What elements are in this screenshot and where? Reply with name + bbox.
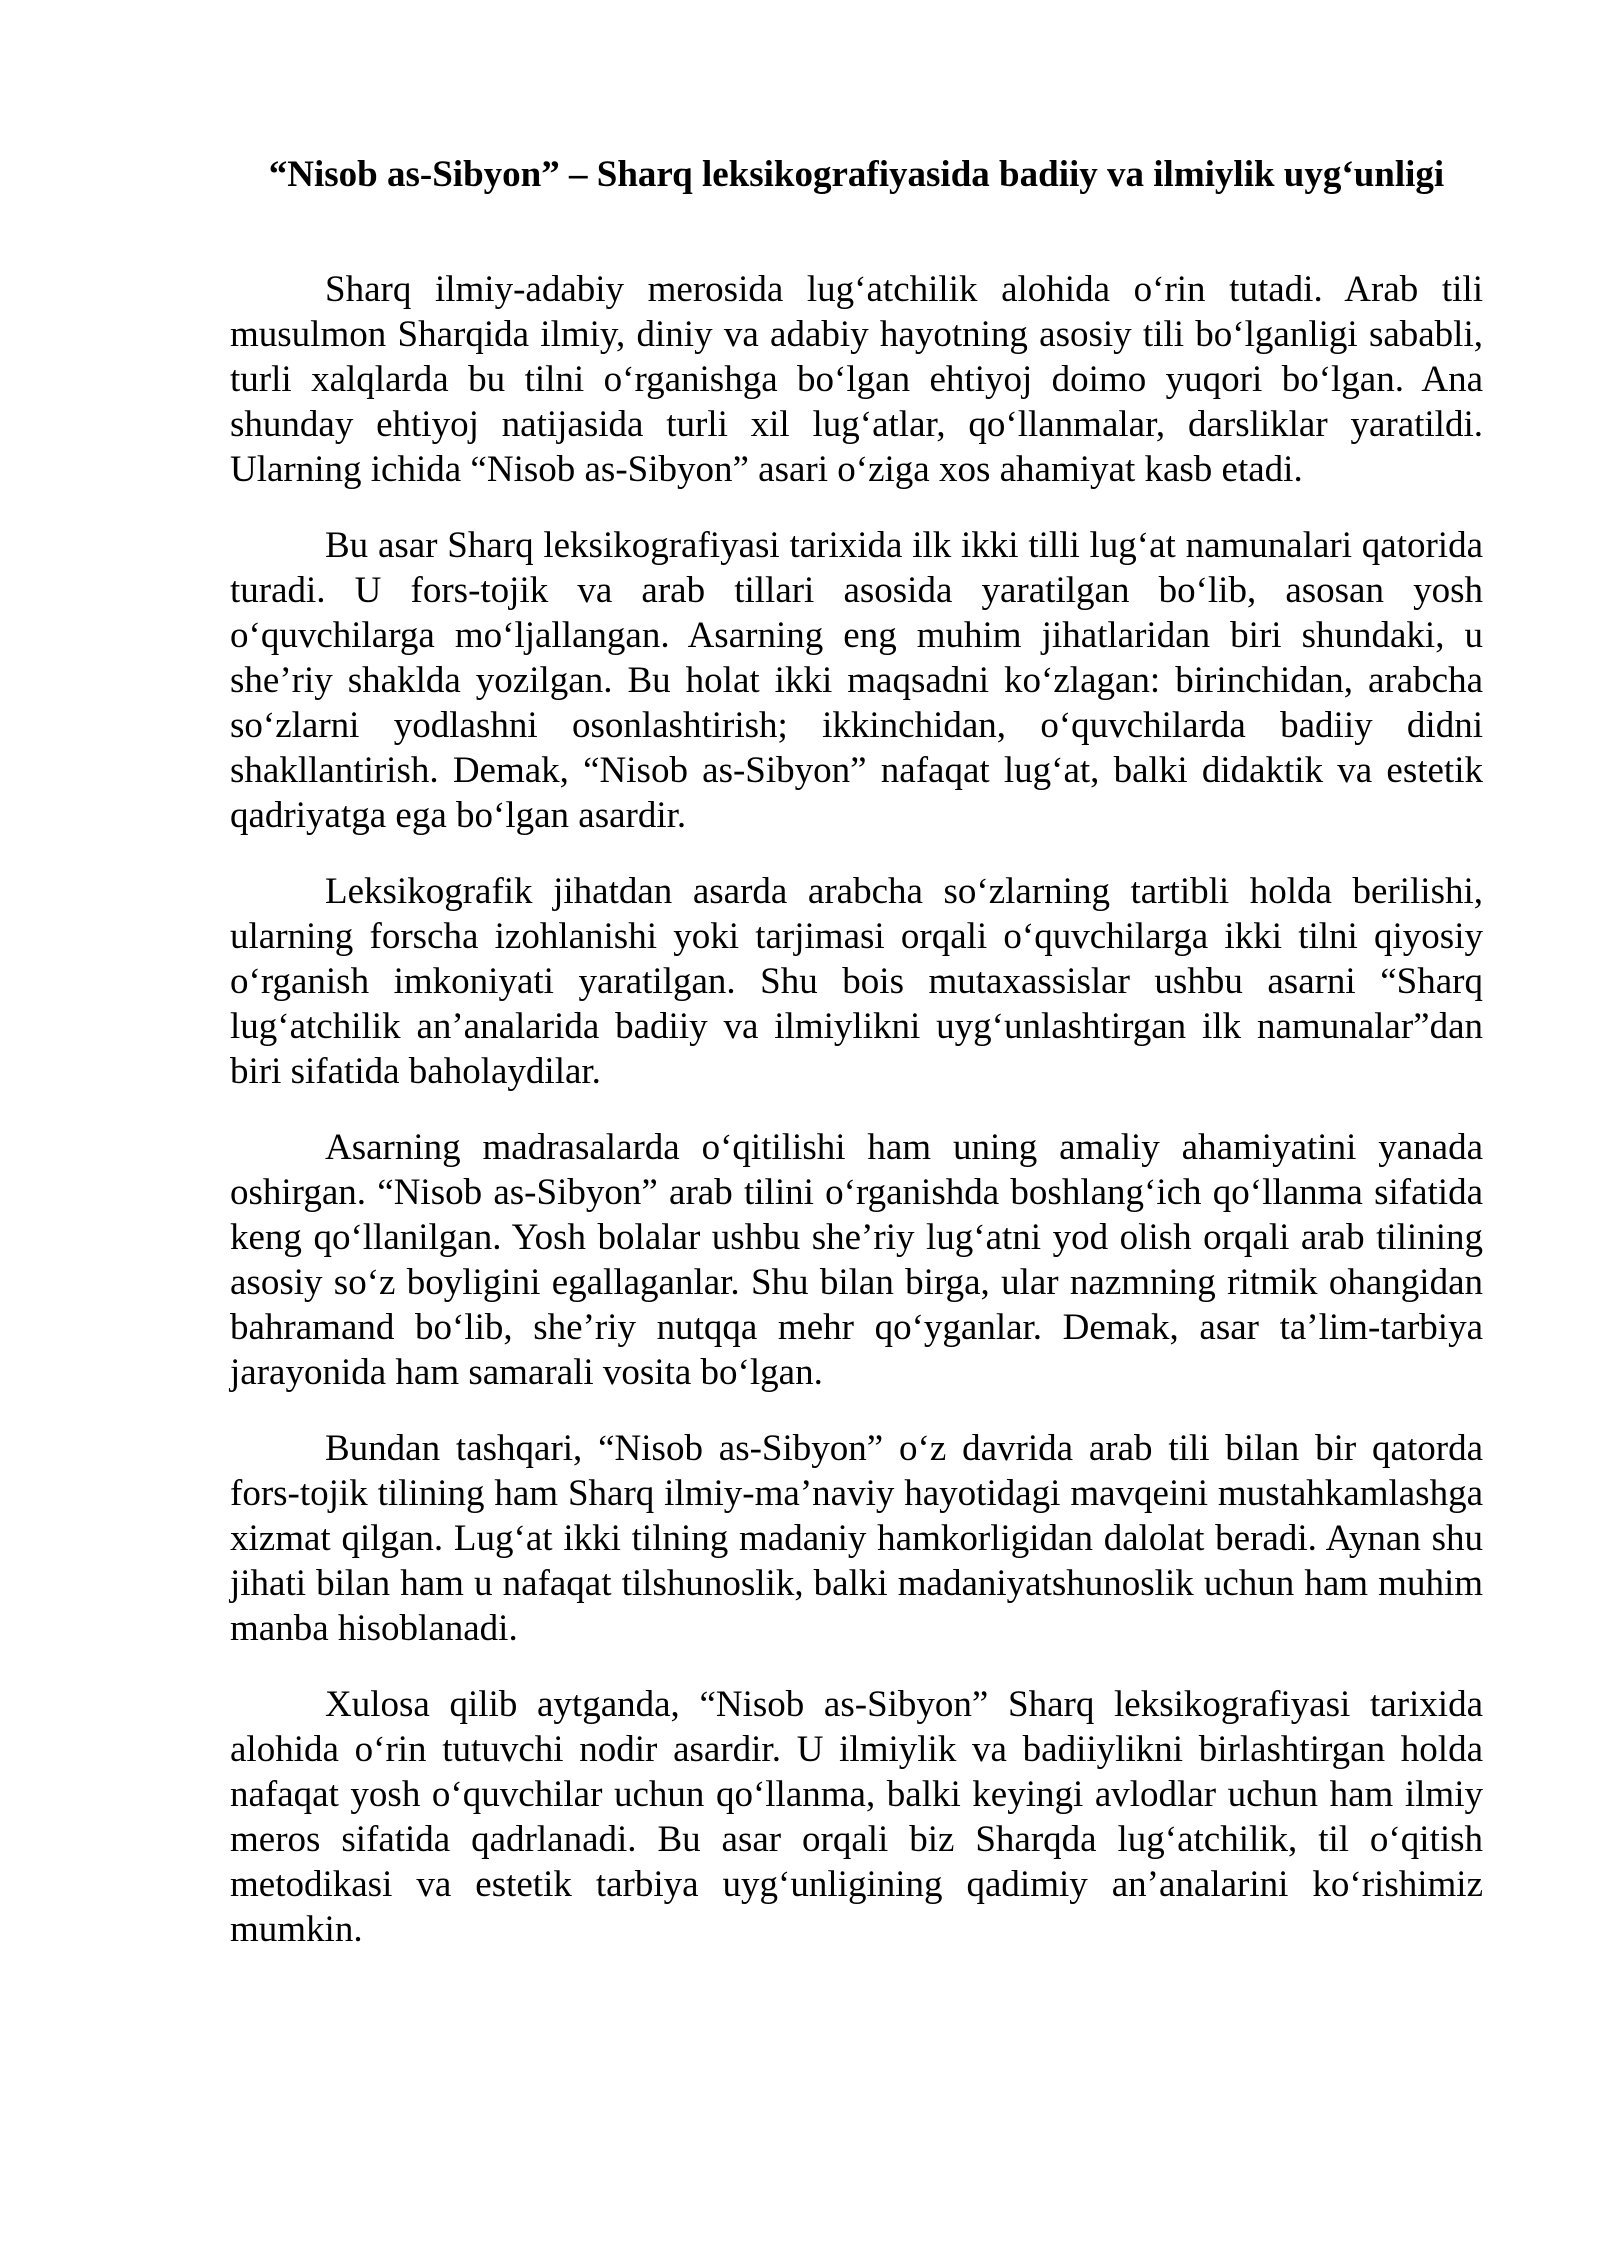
document-body: [230, 267, 1483, 1952]
paragraph-line: qadriyatga ega bo‘lgan asardir.: [230, 795, 687, 836]
paragraph-line: o‘quvchilarga mo‘ljallangan. Asarning eng muhim jihatlaridan biri shundaki, u: [230, 615, 1483, 656]
paragraph-line: musulmon Sharqida ilmiy, diniy va adabiy hayotning asosiy tili bo‘lganligi sababli,: [230, 314, 1483, 355]
paragraph-line: bahramand bo‘lib, she’riy nutqqa mehr qo‘yganlar. Demak, asar ta’lim-tarbiya: [230, 1307, 1483, 1348]
paragraph-line: o‘rganish imkoniyati yaratilgan. Shu bois mutaxassislar ushbu asarni “Sharq: [230, 961, 1483, 1002]
paragraph-line: jarayonida ham samarali vosita bo‘lgan.: [230, 1352, 823, 1393]
paragraph-line: nafaqat yosh o‘quvchilar uchun qo‘llanma, balki keyingi avlodlar uchun ham ilmiy: [230, 1774, 1483, 1815]
paragraph: [230, 869, 1483, 1094]
paragraph-line: fors-tojik tilining ham Sharq ilmiy-ma’naviy hayotidagi mavqeini mustahkamlashga: [230, 1473, 1483, 1514]
paragraph-line: shakllantirish. Demak, “Nisob as-Sibyon” nafaqat lug‘at, balki didaktik va estetik: [230, 750, 1483, 791]
paragraph: [230, 1426, 1483, 1651]
paragraph-line: shunday ehtiyoj natijasida turli xil lug‘atlar, qo‘llanmalar, darsliklar yaratildi.: [230, 404, 1483, 445]
paragraph-line: so‘zlarni yodlashni osonlashtirish; ikkinchidan, o‘quvchilarda badiiy didni: [230, 705, 1483, 746]
paragraph: [230, 267, 1483, 492]
paragraph-line: manba hisoblanadi.: [230, 1608, 518, 1649]
paragraph-line: lug‘atchilik an’analarida badiiy va ilmiylikni uyg‘unlashtirgan ilk namunalar”dan: [230, 1006, 1483, 1047]
paragraph-line: turadi. U fors-tojik va arab tillari asosida yaratilgan bo‘lib, asosan yosh: [230, 570, 1483, 611]
paragraph-line: keng qo‘llanilgan. Yosh bolalar ushbu she’riy lug‘atni yod olish orqali arab tilining: [230, 1217, 1483, 1258]
paragraph: [230, 1682, 1483, 1952]
paragraph-line: metodikasi va estetik tarbiya uyg‘unligining qadimiy an’analarini ko‘rishimiz: [230, 1864, 1483, 1905]
paragraph-line: Ularning ichida “Nisob as-Sibyon” asari o‘ziga xos ahamiyat kasb etadi.: [230, 449, 1303, 490]
paragraph-line: oshirgan. “Nisob as-Sibyon” arab tilini o‘rganishda boshlang‘ich qo‘llanma sifatida: [230, 1172, 1483, 1213]
paragraph: [230, 523, 1483, 838]
paragraph-line: turli xalqlarda bu tilni o‘rganishga bo‘lgan ehtiyoj doimo yuqori bo‘lgan. Ana: [230, 359, 1483, 400]
paragraph-line: alohida o‘rin tutuvchi nodir asardir. U ilmiylik va badiiylikni birlashtirgan holda: [230, 1729, 1483, 1770]
document-title: “Nisob as-Sibyon” – Sharq leksikografiyasida badiiy va ilmiylik uyg‘unligi: [268, 154, 1445, 195]
paragraph-line: meros sifatida qadrlanadi. Bu asar orqali biz Sharqda lug‘atchilik, til o‘qitish: [230, 1819, 1483, 1860]
paragraph-line: asosiy so‘z boyligini egallaganlar. Shu bilan birga, ular nazmning ritmik ohangidan: [230, 1262, 1483, 1303]
paragraph-line: mumkin.: [230, 1909, 363, 1950]
paragraph-line: Sharq ilmiy-adabiy merosida lug‘atchilik alohida o‘rin tutadi. Arab tili: [325, 269, 1483, 310]
paragraph: [230, 1125, 1483, 1395]
paragraph-line: biri sifatida baholaydilar.: [230, 1051, 601, 1092]
paragraph-line: ularning forscha izohlanishi yoki tarjimasi orqali o‘quvchilarga ikki tilni qiyosiy: [230, 916, 1483, 957]
paragraph-line: Bu asar Sharq leksikografiyasi tarixida ilk ikki tilli lug‘at namunalari qatorida: [325, 525, 1483, 566]
paragraph-line: Asarning madrasalarda o‘qitilishi ham uning amaliy ahamiyatini yanada: [325, 1127, 1483, 1168]
paragraph-line: xizmat qilgan. Lug‘at ikki tilning madaniy hamkorligidan dalolat beradi. Aynan shu: [230, 1518, 1483, 1559]
paragraph-line: she’riy shaklda yozilgan. Bu holat ikki maqsadni ko‘zlagan: birinchidan, arabcha: [230, 660, 1483, 701]
paragraph-line: Leksikografik jihatdan asarda arabcha so‘zlarning tartibli holda berilishi,: [325, 871, 1483, 912]
paragraph-line: Xulosa qilib aytganda, “Nisob as-Sibyon” Sharq leksikografiyasi tarixida: [325, 1684, 1483, 1725]
paragraph-line: Bundan tashqari, “Nisob as-Sibyon” o‘z davrida arab tili bilan bir qatorda: [325, 1428, 1483, 1469]
paragraph-line: jihati bilan ham u nafaqat tilshunoslik, balki madaniyatshunoslik uchun ham muhim: [230, 1563, 1483, 1604]
